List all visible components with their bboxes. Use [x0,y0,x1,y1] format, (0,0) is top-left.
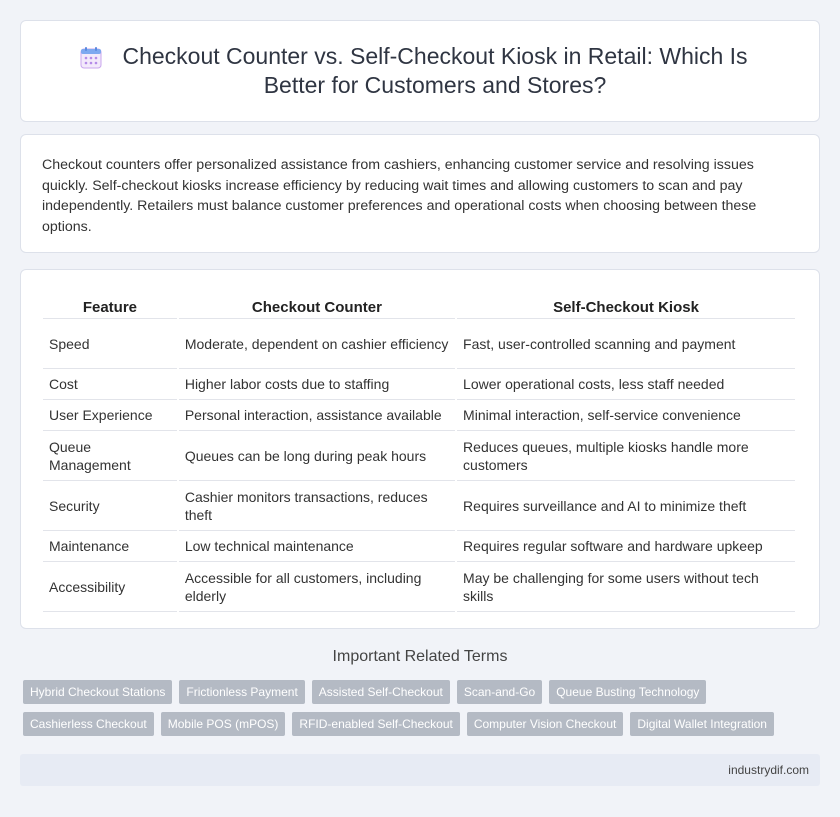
page-title: Checkout Counter vs. Self-Checkout Kiosk in Retail: Which Is Better for Customers and Stores? [122,43,748,98]
related-term-tag[interactable]: Cashierless Checkout [23,712,154,736]
counter-cell: Low technical maintenance [179,531,455,562]
related-terms-title: Important Related Terms [332,648,508,665]
title-card [20,20,820,122]
feature-cell: Speed [43,319,177,369]
counter-cell: Cashier monitors transactions, reduces theft [179,481,455,531]
counter-cell: Accessible for all customers, including elderly [179,562,455,612]
feature-cell: Queue Management [43,431,177,481]
table-row [43,562,795,612]
table-row [43,319,795,369]
feature-cell: User Experience [43,400,177,431]
kiosk-cell: Lower operational costs, less staff needed [457,369,795,400]
table-header-row [43,294,795,319]
tag-row-1 [0,680,840,704]
feature-cell: Accessibility [43,562,177,612]
kiosk-cell: May be challenging for some users without tech skills [457,562,795,612]
related-term-tag[interactable]: Frictionless Payment [179,680,304,704]
footer [20,754,820,786]
header-self-checkout-kiosk: Self-Checkout Kiosk [457,294,795,319]
related-terms-section [0,648,840,744]
related-term-tag[interactable]: Assisted Self-Checkout [312,680,450,704]
related-term-tag[interactable]: RFID-enabled Self-Checkout [292,712,459,736]
feature-cell: Security [43,481,177,531]
related-term-tag[interactable]: Scan-and-Go [457,680,542,704]
related-term-tag[interactable]: Computer Vision Checkout [467,712,624,736]
kiosk-cell: Fast, user-controlled scanning and payment [457,319,795,369]
kiosk-cell: Requires surveillance and AI to minimize theft [457,481,795,531]
kiosk-cell: Reduces queues, multiple kiosks handle more customers [457,431,795,481]
table-row [43,431,795,481]
header-feature: Feature [43,294,177,319]
kiosk-cell: Minimal interaction, self-service convenience [457,400,795,431]
tag-row-2 [0,712,840,736]
table-row [43,531,795,562]
related-term-tag[interactable]: Mobile POS (mPOS) [161,712,286,736]
feature-cell: Cost [43,369,177,400]
counter-cell: Personal interaction, assistance available [179,400,455,431]
counter-cell: Moderate, dependent on cashier efficiency [179,319,455,369]
intro-card [20,134,820,253]
related-term-tag[interactable]: Hybrid Checkout Stations [23,680,172,704]
intro-paragraph: Checkout counters offer personalized assistance from cashiers, enhancing customer service and resolving issues quickly. Self-checkout kiosks increase efficiency by reducing wait times and allowing customers to scan and pay independently. Retailers must balance customer preferences and operational costs when choosing between these options. [42,157,757,235]
comparison-table [41,294,797,612]
footer-site-name[interactable]: industrydif.com [728,763,809,777]
header-checkout-counter: Checkout Counter [179,294,455,319]
counter-cell: Queues can be long during peak hours [179,431,455,481]
related-term-tag[interactable]: Digital Wallet Integration [630,712,774,736]
table-row [43,481,795,531]
kiosk-cell: Requires regular software and hardware upkeep [457,531,795,562]
feature-cell: Maintenance [43,531,177,562]
table-row [43,369,795,400]
related-term-tag[interactable]: Queue Busting Technology [549,680,706,704]
table-row [43,400,795,431]
counter-cell: Higher labor costs due to staffing [179,369,455,400]
comparison-table-card [20,269,820,629]
